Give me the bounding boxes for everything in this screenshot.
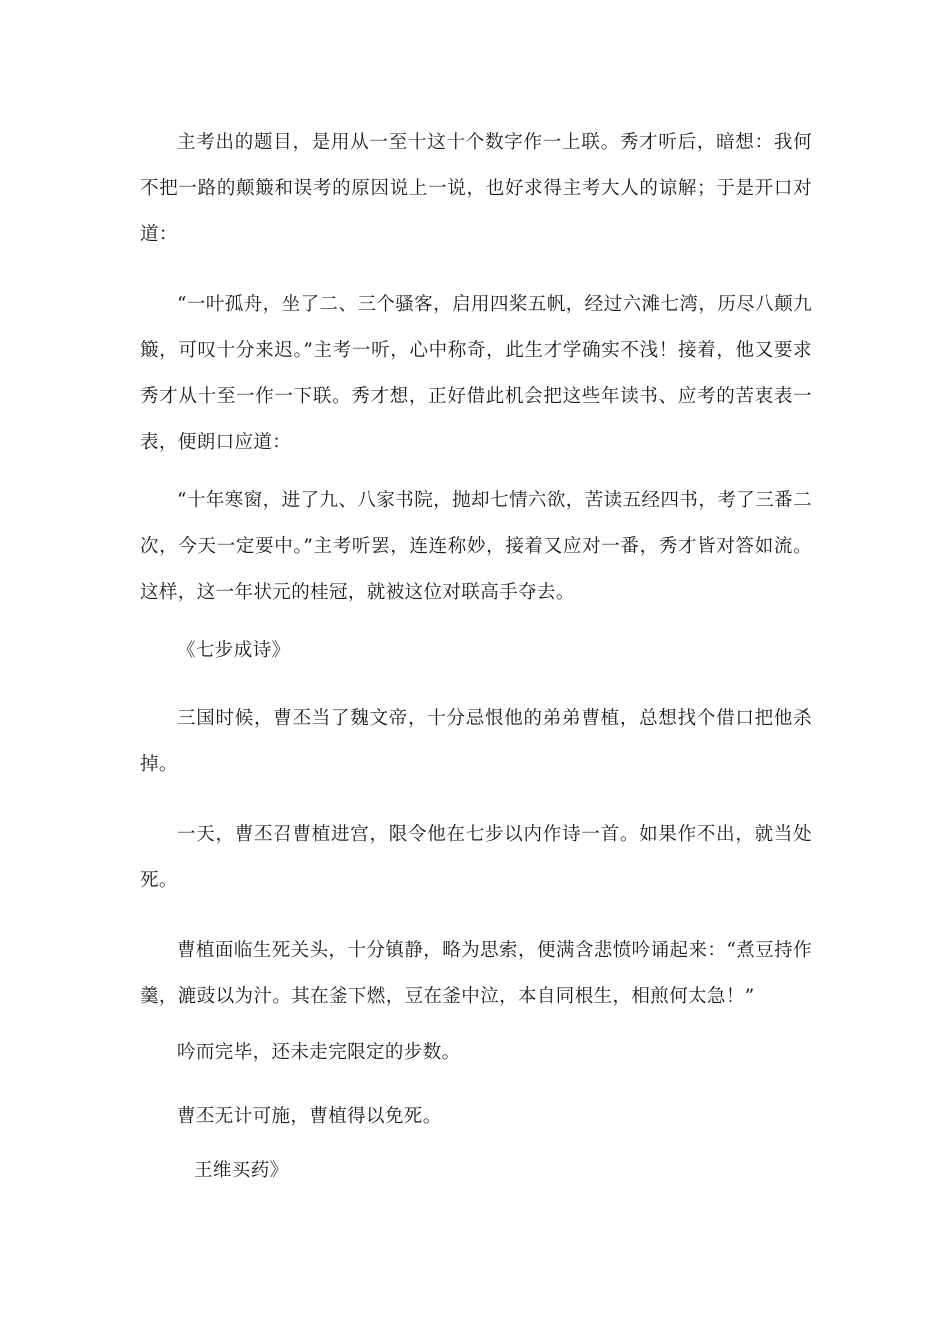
paragraph-finished: 吟而完毕，还未走完限定的步数。 <box>177 1042 461 1063</box>
paragraph-first-couplet: “一叶孤舟，坐了二、三个骚客，启用四桨五帆，经过六滩七湾，历尽八颠九簸，可叹十分来迟。”主考一听，心中称奇，此生才学确实不浅！接着，他又要求秀才从十至一作一下联。秀才想，正好借此机会把这些年读书、应考的苦衷表一表，便朗口应道： <box>140 294 812 453</box>
paragraph-three-kingdoms: 三国时候，曹丕当了魏文帝，十分忌恨他的弟弟曹植，总想找个借口把他杀掉。 <box>140 708 812 775</box>
paragraph-exam-question: 主考出的题目，是用从一至十这十个数字作一上联。秀才听后，暗想：我何不把一路的颠簸和误考的原因说上一说，也好求得主考大人的谅解；于是开口对道： <box>140 132 812 245</box>
paragraph-second-couplet: “十年寒窗，进了九、八家书院，抛却七情六欲，苦读五经四书，考了三番二次，今天一定要中。”主考听罢，连连称妙，接着又应对一番，秀才皆对答如流。这样，这一年状元的桂冠，就被这位对联高手夺去。 <box>140 490 812 603</box>
paragraph-summons: 一天，曹丕召曹植进宫，限令他在七步以内作诗一首。如果作不出，就当处死。 <box>140 824 812 891</box>
section-title-wang-wei: 王维买药》 <box>194 1160 289 1181</box>
paragraph-spared: 曹丕无计可施，曹植得以免死。 <box>177 1106 442 1127</box>
section-title-seven-steps: 《七步成诗》 <box>177 640 291 661</box>
paragraph-poem: 曹植面临生死关头，十分镇静，略为思索，便满含悲愤吟诵起来：“煮豆持作羹，漉豉以为汁。其在釜下燃，豆在釜中泣，本自同根生，相煎何太急！” <box>140 940 812 1007</box>
